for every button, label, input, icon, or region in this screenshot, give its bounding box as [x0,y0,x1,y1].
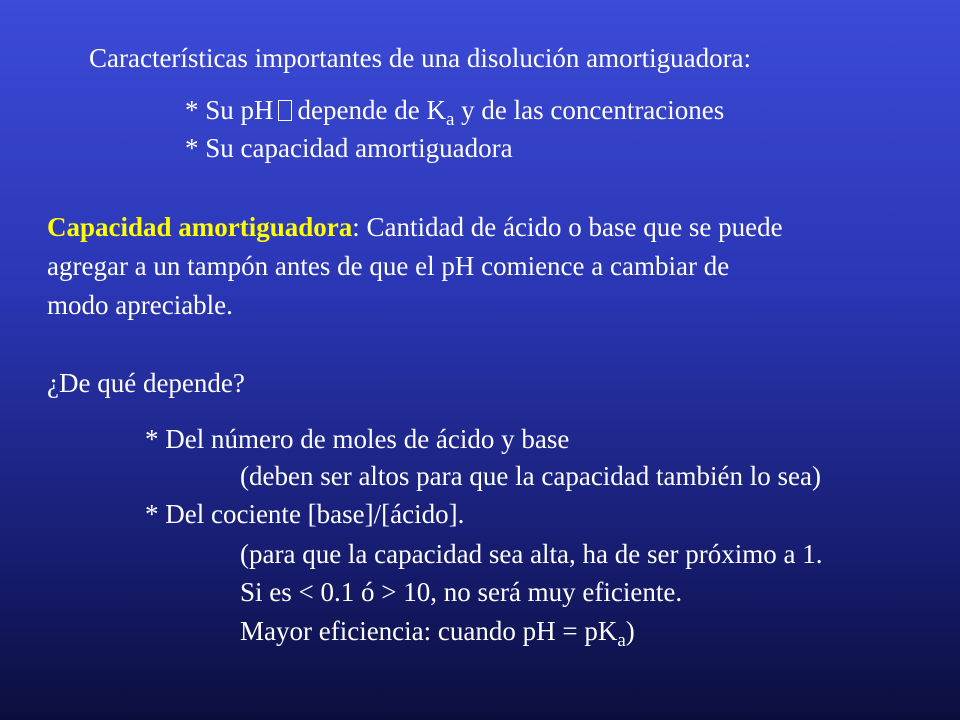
factor-ratio: * Del cociente [base]/[ácido]. [145,499,465,529]
feature-ph-prefix: * Su pH [185,95,274,125]
factor-ratio-note-3 [240,613,635,649]
pka-subscript: a [617,630,626,651]
definition-line-3: modo apreciable. [47,290,233,320]
efficiency-text: Mayor eficiencia: cuando pH = pK [240,616,618,646]
slide-title: Características importantes de una disolución amortiguadora: [89,43,752,73]
definition-line-2: agregar a un tampón antes de que el pH comience a cambiar de [47,251,730,281]
missing-glyph-icon [278,100,292,121]
ka-subscript: a [445,109,455,130]
efficiency-close: ) [625,616,635,646]
feature-ph-mid: depende de K [297,95,446,125]
feature-ph [185,92,724,128]
feature-ph-suffix: y de las concentraciones [454,95,725,125]
definition-line-1 [47,209,783,245]
definition-text: : Cantidad de ácido o base que se puede [352,212,783,242]
question: ¿De qué depende? [47,368,245,398]
factor-moles-note: (deben ser altos para que la capacidad también lo sea) [240,461,821,491]
factor-ratio-note-2: Si es < 0.1 ó > 10, no será muy eficiente. [240,577,683,607]
feature-capacity: * Su capacidad amortiguadora [185,133,513,163]
factor-ratio-note-1: (para que la capacidad sea alta, ha de ser próximo a 1. [240,539,823,569]
factor-moles: * Del número de moles de ácido y base [145,424,570,454]
definition-term: Capacidad amortiguadora [47,212,353,242]
